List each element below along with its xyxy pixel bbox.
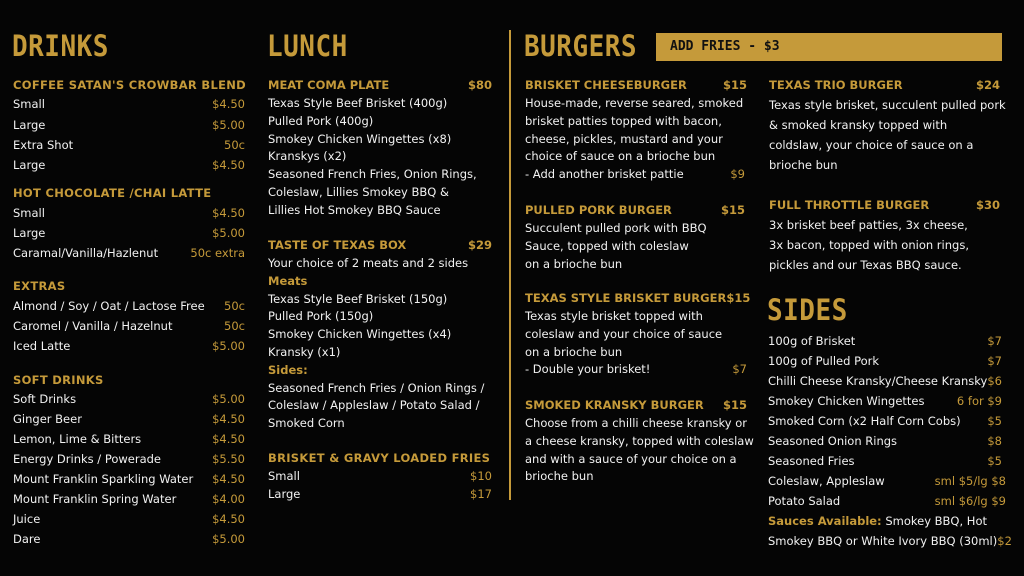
menu-item: Energy Drinks / Powerade $5.50 xyxy=(13,452,245,466)
menu-line: Coleslaw / Appleslaw / Potato Salad / xyxy=(268,398,480,413)
category-coffee: COFFEE SATAN'S CROWBAR BLEND xyxy=(13,78,247,92)
texas-brisket-burger-title: TEXAS STYLE BRISKET BURGER $15 xyxy=(525,291,751,305)
menu-item: Juice $4.50 xyxy=(13,512,245,526)
menu-line: coldslaw, your choice of sauce on a xyxy=(769,138,974,152)
menu-item: 100g of Brisket $7 xyxy=(768,334,1002,348)
drinks-heading: DRINKS xyxy=(12,30,109,64)
menu-line: 3x brisket beef patties, 3x cheese, xyxy=(769,218,968,232)
menu-line: a cheese kransky, topped with coleslaw xyxy=(525,433,754,448)
menu-item: Almond / Soy / Oat / Lactose Free 50c xyxy=(13,299,245,313)
menu-line: pickles and our Texas BBQ sauce. xyxy=(769,258,962,272)
menu-line: on a brioche bun xyxy=(525,344,623,359)
menu-line: Coleslaw, Lillies Smokey BBQ & xyxy=(268,185,449,199)
category-extras: EXTRAS xyxy=(13,279,66,293)
menu-line: & smoked kransky topped with xyxy=(769,118,948,132)
menu-line: choice of sauce on a brioche bun xyxy=(525,149,716,164)
loaded-fries-title: BRISKET & GRAVY LOADED FRIES xyxy=(268,451,491,465)
menu-item: Mount Franklin Spring Water $4.00 xyxy=(13,492,245,506)
taste-of-texas-title: TASTE OF TEXAS BOX $29 xyxy=(268,238,492,252)
menu-line: Succulent pulled pork with BBQ xyxy=(525,221,707,235)
menu-line: brisket patties topped with bacon, xyxy=(525,113,722,128)
lunch-heading: LUNCH xyxy=(267,30,348,64)
menu-item: Large $5.00 xyxy=(13,118,245,132)
menu-line: Smokey Chicken Wingettes (x8) xyxy=(268,131,452,146)
menu-item: Small $4.50 xyxy=(13,97,245,111)
menu-item: Large $4.50 xyxy=(13,158,245,172)
menu-line: Texas style brisket topped with xyxy=(525,309,703,323)
menu-item: Mount Franklin Sparkling Water $4.50 xyxy=(13,472,245,486)
menu-line: House-made, reverse seared, smoked xyxy=(525,96,744,110)
menu-line: Texas Style Beef Brisket (150g) xyxy=(268,291,448,306)
sides-heading: SIDES xyxy=(767,294,848,328)
menu-line: and with a sauce of your choice on a xyxy=(525,451,737,466)
burgers-heading: BURGERS xyxy=(524,30,638,64)
menu-line: Texas style brisket, succulent pulled pork xyxy=(769,98,1006,112)
menu-item: Iced Latte $5.00 xyxy=(13,339,245,353)
menu-line: brioche bun xyxy=(769,158,838,172)
addon-line: - Add another brisket pattie $9 xyxy=(525,167,745,182)
menu-item: Smoked Corn (x2 Half Corn Cobs) $5 xyxy=(768,414,1002,428)
menu-item: Large $5.00 xyxy=(13,226,245,240)
brisket-cheeseburger-title: BRISKET CHEESEBURGER $15 xyxy=(525,78,747,92)
menu-line: Seasoned French Fries, Onion Rings, xyxy=(268,167,477,182)
menu-line: Kranskys (x2) xyxy=(268,149,347,164)
sauces-line-2: Smokey BBQ or White Ivory BBQ (30ml) $2 xyxy=(768,534,1012,548)
menu-line: Choose from a chilli cheese kransky or xyxy=(525,416,747,430)
menu-item: 100g of Pulled Pork $7 xyxy=(768,354,1002,368)
menu-line: Kransky (x1) xyxy=(268,345,341,359)
menu-item: Dare $5.00 xyxy=(13,532,245,546)
add-fries-banner: ADD FRIES - $3 xyxy=(656,33,1002,61)
category-hot-chocolate: HOT CHOCOLATE /CHAI LATTE xyxy=(13,186,212,200)
menu-line: Sauce, topped with coleslaw xyxy=(525,238,689,253)
menu-item: Coleslaw, Appleslaw sml $5/lg $8 xyxy=(768,474,1006,488)
category-soft-drinks: SOFT DRINKS xyxy=(13,373,104,387)
menu-item: Small $4.50 xyxy=(13,206,245,220)
menu-line: coleslaw and your choice of sauce xyxy=(525,326,723,341)
menu-line: Lillies Hot Smokey BBQ Sauce xyxy=(268,202,441,217)
menu-line: on a brioche bun xyxy=(525,256,623,271)
sides-label: Sides: xyxy=(268,362,308,377)
kransky-burger-title: SMOKED KRANSKY BURGER $15 xyxy=(525,398,747,412)
menu-line: brioche bun xyxy=(525,469,594,484)
menu-line: Smoked Corn xyxy=(268,416,345,431)
menu-item: Large $17 xyxy=(268,487,492,501)
menu-line: Your choice of 2 meats and 2 sides xyxy=(268,256,469,270)
menu-line: Pulled Pork (400g) xyxy=(268,113,374,128)
meats-label: Meats xyxy=(268,273,308,288)
menu-item: Smokey Chicken Wingettes 6 for $9 xyxy=(768,394,1002,408)
sauces-text: Smokey BBQ, Hot xyxy=(881,514,987,528)
menu-line: 3x bacon, topped with onion rings, xyxy=(769,238,969,252)
meat-coma-title: MEAT COMA PLATE $80 xyxy=(268,78,492,92)
menu-item: Small $10 xyxy=(268,469,492,483)
menu-item: Caromel / Vanilla / Hazelnut 50c xyxy=(13,319,245,333)
pulled-pork-burger-title: PULLED PORK BURGER $15 xyxy=(525,203,745,217)
menu-item: Seasoned Onion Rings $8 xyxy=(768,434,1002,448)
menu-item: Seasoned Fries $5 xyxy=(768,454,1002,468)
menu-item: Lemon, Lime & Bitters $4.50 xyxy=(13,432,245,446)
menu-line: Pulled Pork (150g) xyxy=(268,309,374,324)
menu-line: cheese, pickles, mustard and your xyxy=(525,131,723,146)
sauces-label: Sauces Available: xyxy=(768,514,882,528)
sauces-line xyxy=(768,514,987,528)
full-throttle-burger-title: FULL THROTTLE BURGER $30 xyxy=(769,198,1000,212)
menu-item: Soft Drinks $5.00 xyxy=(13,392,245,406)
menu-item: Chilli Cheese Kransky/Cheese Kransky $6 xyxy=(768,374,1002,388)
texas-trio-burger-title: TEXAS TRIO BURGER $24 xyxy=(769,78,1000,92)
menu-line: Smokey Chicken Wingettes (x4) xyxy=(268,327,452,342)
column-divider xyxy=(509,30,511,500)
menu-item: Caramal/Vanilla/Hazlenut 50c extra xyxy=(13,246,245,260)
menu-item: Potato Salad sml $6/lg $9 xyxy=(768,494,1006,508)
menu-item: Extra Shot 50c xyxy=(13,138,245,152)
menu-item: Ginger Beer $4.50 xyxy=(13,412,245,426)
menu-line: Texas Style Beef Brisket (400g) xyxy=(268,96,448,110)
addon-line: - Double your brisket! $7 xyxy=(525,362,747,377)
menu-line: Seasoned French Fries / Onion Rings / xyxy=(268,380,485,395)
